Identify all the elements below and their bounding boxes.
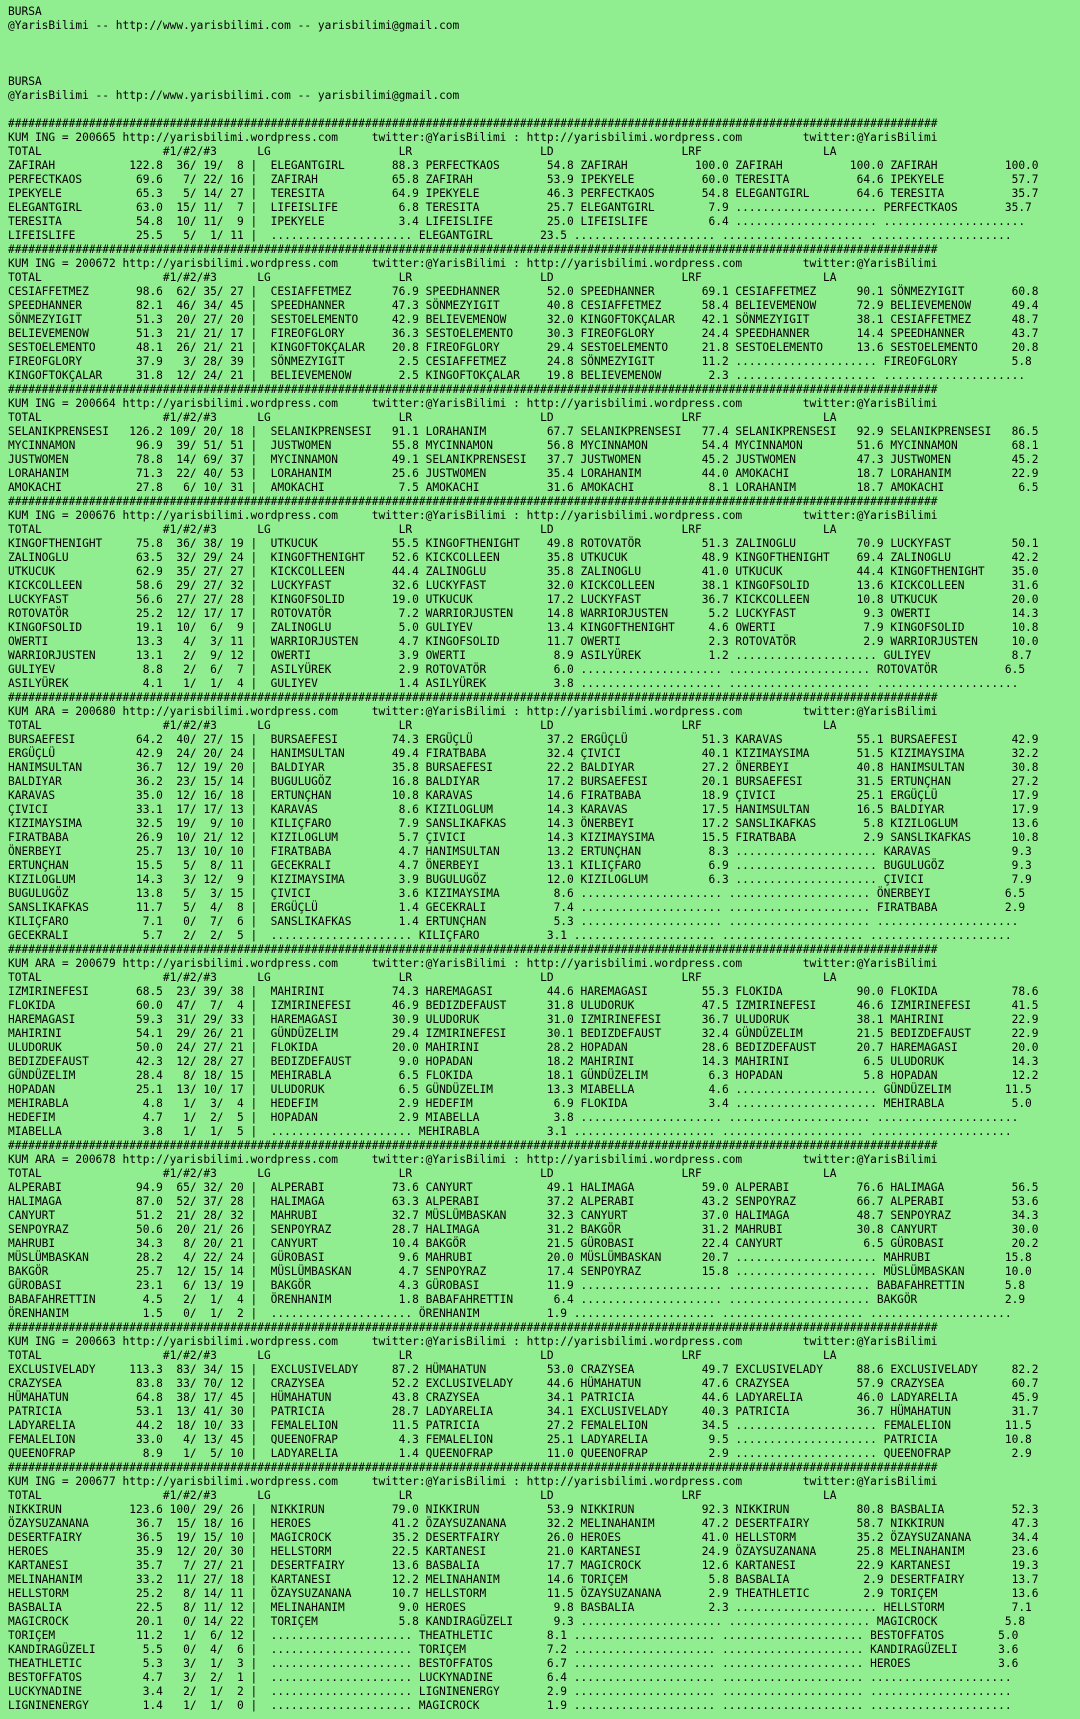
- table-row: SÖNMEZYIGIT 51.3 20/ 27/ 20 | SESTOELEMENTO 42.9 BELIEVEMENOW 32.0 KINGOFTOKÇALAR 42.1 SÖNMEZYIGIT 38.1 CESIAFFETMEZ 48.7: [8, 313, 1039, 326]
- separator-line: ##########################################################################################################################################: [8, 1139, 938, 1152]
- separator-line: ##########################################################################################################################################: [8, 691, 938, 704]
- column-headers: TOTAL #1/#2/#3 LG LR LD LRF LA: [8, 145, 837, 158]
- table-row: LUCKYNADINE 3.4 2/ 1/ 2 | ..................... LIGNINENERGY 2.9 ..................... ..................... .....................: [8, 1685, 1012, 1698]
- table-row: MAHIRINI 54.1 29/ 26/ 21 | GÜNDÜZELIM 29.4 IZMIRINEFESI 30.1 BEDIZDEFAUST 32.4 GÜNDÜZELIM 21.5 BEDIZDEFAUST 22.9: [8, 1027, 1039, 1040]
- table-row: GULIYEV 8.8 2/ 6/ 7 | ASILYÜREK 2.9 ROTOVATÖR 6.0 ..................... ..................... ROTOVATÖR 6.5: [8, 663, 1026, 676]
- table-row: IPEKYELE 65.3 5/ 14/ 27 | TERESITA 64.9 IPEKYELE 46.3 PERFECTKAOS 54.8 ELEGANTGIRL 64.6 TERESITA 35.7: [8, 187, 1039, 200]
- table-row: NIKKIRUN 123.6 100/ 29/ 26 | NIKKIRUN 79.0 NIKKIRUN 53.9 NIKKIRUN 92.3 NIKKIRUN 80.8 BASBALIA 52.3: [8, 1503, 1039, 1516]
- table-row: JUSTWOMEN 78.8 14/ 69/ 37 | MYCINNAMON 49.1 SELANIKPRENSESI 37.7 JUSTWOMEN 45.2 JUSTWOMEN 47.3 JUSTWOMEN 45.2: [8, 453, 1039, 466]
- table-row: BESTOFFATOS 4.7 3/ 2/ 1 | ..................... LUCKYNADINE 6.4 ..................... ..................... .....................: [8, 1671, 1012, 1684]
- contact-line: @YarisBilimi -- http://www.yarisbilimi.com -- yarisbilimi@gmail.com: [8, 19, 460, 32]
- table-row: GÜNDÜZELIM 28.4 8/ 18/ 15 | MEHIRABLA 6.5 FLOKIDA 18.1 GÜNDÜZELIM 6.3 HOPADAN 5.8 HOPADAN 12.2: [8, 1069, 1039, 1082]
- table-row: HEROES 35.9 12/ 20/ 30 | HELLSTORM 22.5 KARTANESI 21.0 KARTANESI 24.9 ÖZAYSUZANANA 25.8 MELINAHANIM 23.6: [8, 1545, 1039, 1558]
- separator-line: ##########################################################################################################################################: [8, 1461, 938, 1474]
- table-row: HÜMAHATUN 64.8 38/ 17/ 45 | HÜMAHATUN 43.8 CRAZYSEA 34.1 PATRICIA 44.6 LADYARELIA 46.0 LADYARELIA 45.9: [8, 1391, 1039, 1404]
- table-row: BABAFAHRETTIN 4.5 2/ 1/ 4 | ÖRENHANIM 1.8 BABAFAHRETTIN 6.4 ..................... ..................... BAKGÖR 2.9: [8, 1293, 1026, 1306]
- race-header: KUM ING = 200677 http://yarisbilimi.wordpress.com twitter:@YarisBilimi : http://yarisbilimi.wordpress.com twitter:@YarisBilimi: [8, 1475, 938, 1488]
- race-header: KUM ARA = 200679 http://yarisbilimi.wordpress.com twitter:@YarisBilimi : http://yarisbilimi.wordpress.com twitter:@YarisBilimi: [8, 957, 938, 970]
- table-row: ALPERABI 94.9 65/ 32/ 20 | ALPERABI 73.6 CANYURT 49.1 HALIMAGA 59.0 ALPERABI 76.6 HALIMAGA 56.5: [8, 1181, 1039, 1194]
- table-row: HEDEFIM 4.7 1/ 2/ 5 | HOPADAN 2.9 MIABELLA 3.8 ..................... ..................... .....................: [8, 1111, 1019, 1124]
- table-row: GECEKRALI 5.7 2/ 2/ 5 | ..................... KILIÇFARO 3.1 ..................... ..................... .....................: [8, 929, 1012, 942]
- column-headers: TOTAL #1/#2/#3 LG LR LD LRF LA: [8, 271, 837, 284]
- table-row: WARRIORJUSTEN 13.1 2/ 9/ 12 | OWERTI 3.9 OWERTI 8.9 ASILYÜREK 1.2 ..................... GULIYEV 8.7: [8, 649, 1032, 662]
- table-row: MEHIRABLA 4.8 1/ 3/ 4 | HEDEFIM 2.9 HEDEFIM 6.9 FLOKIDA 3.4 ..................... MEHIRABLA 5.0: [8, 1097, 1032, 1110]
- table-row: AMOKACHI 27.8 6/ 10/ 31 | AMOKACHI 7.5 AMOKACHI 31.6 AMOKACHI 8.1 LORAHANIM 18.7 AMOKACHI 6.5: [8, 481, 1039, 494]
- table-row: IZMIRINEFESI 68.5 23/ 39/ 38 | MAHIRINI 74.3 HAREMAGASI 44.6 HAREMAGASI 55.3 FLOKIDA 90.0 FLOKIDA 78.6: [8, 985, 1039, 998]
- table-row: BALDIYAR 36.2 23/ 15/ 14 | BUGULUGÖZ 16.8 BALDIYAR 17.2 BURSAEFESI 20.1 BURSAEFESI 31.5 ERTUNÇHAN 27.2: [8, 775, 1039, 788]
- table-row: FEMALELION 33.0 4/ 13/ 45 | QUEENOFRAP 4.3 FEMALELION 25.1 LADYARELIA 9.5 ..................... PATRICIA 10.8: [8, 1433, 1032, 1446]
- separator-line: ##########################################################################################################################################: [8, 117, 938, 130]
- table-row: ÖRENHANIM 1.5 0/ 1/ 2 | ..................... ÖRENHANIM 1.9 ..................... ..................... .....................: [8, 1307, 1012, 1320]
- table-row: BAKGÖR 25.7 12/ 15/ 14 | MÜSLÜMBASKAN 4.7 SENPOYRAZ 17.4 SENPOYRAZ 15.8 ..................... MÜSLÜMBASKAN 10.0: [8, 1265, 1032, 1278]
- separator-line: ##########################################################################################################################################: [8, 243, 938, 256]
- table-row: FIREOFGLORY 37.9 3/ 28/ 39 | SÖNMEZYIGIT 2.5 CESIAFFETMEZ 24.8 SÖNMEZYIGIT 11.2 ..................... FIREOFGLORY 5.8: [8, 355, 1032, 368]
- table-row: LORAHANIM 71.3 22/ 40/ 53 | LORAHANIM 25.6 JUSTWOMEN 35.4 LORAHANIM 44.0 AMOKACHI 18.7 LORAHANIM 22.9: [8, 467, 1039, 480]
- table-row: KIZIMAYSIMA 32.5 19/ 9/ 10 | KILIÇFARO 7.9 SANSLIKAFKAS 14.3 ÖNERBEYI 17.2 SANSLIKAFKAS 5.8 KIZILOGLUM 13.6: [8, 817, 1039, 830]
- column-headers: TOTAL #1/#2/#3 LG LR LD LRF LA: [8, 1489, 837, 1502]
- table-row: MIABELLA 3.8 1/ 1/ 5 | ..................... MEHIRABLA 3.1 ..................... ..................... .....................: [8, 1125, 1012, 1138]
- table-row: SELANIKPRENSESI 126.2 109/ 20/ 18 | SELANIKPRENSESI 91.1 LORAHANIM 67.7 SELANIKPRENSESI 77.4 SELANIKPRENSESI 92.9 SELANIKPRENSESI 86.5: [8, 425, 1039, 438]
- race-header: KUM ARA = 200678 http://yarisbilimi.wordpress.com twitter:@YarisBilimi : http://yarisbilimi.wordpress.com twitter:@YarisBilimi: [8, 1153, 938, 1166]
- table-row: KARAVAS 35.0 12/ 16/ 18 | ERTUNÇHAN 10.8 KARAVAS 14.6 FIRATBABA 18.9 ÇIVICI 25.1 ERGÜÇLÜ 17.9: [8, 789, 1039, 802]
- separator-line: ##########################################################################################################################################: [8, 1321, 938, 1334]
- table-row: LUCKYFAST 56.6 27/ 27/ 28 | KINGOFSOLID 19.0 UTKUCUK 17.2 LUCKYFAST 36.7 KICKCOLLEEN 10.8 UTKUCUK 20.0: [8, 593, 1039, 606]
- city-title: BURSA: [8, 5, 42, 18]
- table-row: ERTUNÇHAN 15.5 5/ 8/ 11 | GECEKRALI 4.7 ÖNERBEYI 13.1 KILIÇFARO 6.9 ..................... BUGULUGÖZ 9.3: [8, 859, 1032, 872]
- table-row: SESTOELEMENTO 48.1 26/ 21/ 21 | KINGOFTOKÇALAR 20.8 FIREOFGLORY 29.4 SESTOELEMENTO 21.8 SESTOELEMENTO 13.6 SESTOELEMENTO 20.8: [8, 341, 1039, 354]
- table-row: HOPADAN 25.1 13/ 10/ 17 | ULUDORUK 6.5 GÜNDÜZELIM 13.3 MIABELLA 4.6 ..................... GÜNDÜZELIM 11.5: [8, 1083, 1032, 1096]
- table-row: HANIMSULTAN 36.7 12/ 19/ 20 | BALDIYAR 35.8 BURSAEFESI 22.2 BALDIYAR 27.2 ÖNERBEYI 40.8 HANIMSULTAN 30.8: [8, 761, 1039, 774]
- table-row: KIZILOGLUM 14.3 3/ 12/ 9 | KIZIMAYSIMA 3.9 BUGULUGÖZ 12.0 KIZILOGLUM 6.3 ..................... ÇIVICI 7.9: [8, 873, 1032, 886]
- column-headers: TOTAL #1/#2/#3 LG LR LD LRF LA: [8, 411, 837, 424]
- table-row: DESERTFAIRY 36.5 19/ 15/ 10 | MAGICROCK 35.2 DESERTFAIRY 26.0 HEROES 41.0 HELLSTORM 35.2 ÖZAYSUZANANA 34.4: [8, 1531, 1039, 1544]
- table-row: ÇIVICI 33.1 17/ 17/ 13 | KARAVAS 8.6 KIZILOGLUM 14.3 KARAVAS 17.5 HANIMSULTAN 16.5 BALDIYAR 17.9: [8, 803, 1039, 816]
- table-row: PERFECTKAOS 69.6 7/ 22/ 16 | ZAFIRAH 65.8 ZAFIRAH 53.9 IPEKYELE 60.0 TERESITA 64.6 IPEKYELE 57.7: [8, 173, 1039, 186]
- table-row: SPEEDHANNER 82.1 46/ 34/ 45 | SPEEDHANNER 47.3 SÖNMEZYIGIT 40.8 CESIAFFETMEZ 58.4 BELIEVEMENOW 72.9 BELIEVEMENOW 49.4: [8, 299, 1039, 312]
- table-row: KINGOFTHENIGHT 75.8 36/ 38/ 19 | UTKUCUK 55.5 KINGOFTHENIGHT 49.8 ROTOVATÖR 51.3 ZALINOGLU 70.9 LUCKYFAST 50.1: [8, 537, 1039, 550]
- table-row: KILIÇFARO 7.1 0/ 7/ 6 | SANSLIKAFKAS 1.4 ERTUNÇHAN 5.3 ..................... ..................... .....................: [8, 915, 1019, 928]
- table-row: TORIÇEM 11.2 1/ 6/ 12 | ..................... THEATHLETIC 8.1 ..................... ..................... BESTOFFATOS 5.0: [8, 1629, 1019, 1642]
- table-row: MÜSLÜMBASKAN 28.2 4/ 22/ 24 | GÜROBASI 9.6 MAHRUBI 20.0 MÜSLÜMBASKAN 20.7 ..................... MAHRUBI 15.8: [8, 1251, 1032, 1264]
- table-row: ERGÜÇLÜ 42.9 24/ 20/ 24 | HANIMSULTAN 49.4 FIRATBABA 32.4 ÇIVICI 40.1 KIZIMAYSIMA 51.5 KIZIMAYSIMA 32.2: [8, 747, 1039, 760]
- table-row: FLOKIDA 60.0 47/ 7/ 4 | IZMIRINEFESI 46.9 BEDIZDEFAUST 31.8 ULUDORUK 47.5 IZMIRINEFESI 46.6 IZMIRINEFESI 41.5: [8, 999, 1039, 1012]
- city-title: BURSA: [8, 75, 42, 88]
- race-header: KUM ING = 200676 http://yarisbilimi.wordpress.com twitter:@YarisBilimi : http://yarisbilimi.wordpress.com twitter:@YarisBilimi: [8, 509, 938, 522]
- table-row: SENPOYRAZ 50.6 20/ 21/ 26 | SENPOYRAZ 28.7 HALIMAGA 31.2 BAKGÖR 31.2 MAHRUBI 30.8 CANYURT 30.0: [8, 1223, 1039, 1236]
- table-row: CESIAFFETMEZ 98.6 62/ 35/ 27 | CESIAFFETMEZ 76.9 SPEEDHANNER 52.0 SPEEDHANNER 69.1 CESIAFFETMEZ 90.1 SÖNMEZYIGIT 60.8: [8, 285, 1039, 298]
- table-row: BASBALIA 22.5 8/ 11/ 12 | MELINAHANIM 9.0 HEROES 9.8 BASBALIA 2.3 ..................... HELLSTORM 7.1: [8, 1601, 1032, 1614]
- contact-line: @YarisBilimi -- http://www.yarisbilimi.com -- yarisbilimi@gmail.com: [8, 89, 460, 102]
- table-row: PATRICIA 53.1 13/ 41/ 30 | PATRICIA 28.7 LADYARELIA 34.1 EXCLUSIVELADY 40.3 PATRICIA 36.7 HÜMAHATUN 31.7: [8, 1405, 1039, 1418]
- blank-line: [8, 33, 1080, 47]
- table-row: KICKCOLLEEN 58.6 29/ 27/ 32 | LUCKYFAST 32.6 LUCKYFAST 32.0 KICKCOLLEEN 38.1 KINGOFSOLID 13.6 KICKCOLLEEN 31.6: [8, 579, 1039, 592]
- table-row: EXCLUSIVELADY 113.3 83/ 34/ 15 | EXCLUSIVELADY 87.2 HÜMAHATUN 53.0 CRAZYSEA 49.7 EXCLUSIVELADY 88.6 EXCLUSIVELADY 82.2: [8, 1363, 1039, 1376]
- separator-line: ##########################################################################################################################################: [8, 495, 938, 508]
- table-row: LIGNINENERGY 1.4 1/ 1/ 0 | ..................... MAGICROCK 1.9 ..................... ..................... .....................: [8, 1699, 1012, 1712]
- table-row: LIFEISLIFE 25.5 5/ 1/ 11 | ..................... ELEGANTGIRL 23.5 ..................... ..................... .....................: [8, 229, 1012, 242]
- table-row: BURSAEFESI 64.2 40/ 27/ 15 | BURSAEFESI 74.3 ERGÜÇLÜ 37.2 ERGÜÇLÜ 51.3 KARAVAS 55.1 BURSAEFESI 42.9: [8, 733, 1039, 746]
- table-row: THEATHLETIC 5.3 3/ 1/ 3 | ..................... BESTOFFATOS 6.7 ..................... ..................... HEROES 3.6: [8, 1657, 1019, 1670]
- column-headers: TOTAL #1/#2/#3 LG LR LD LRF LA: [8, 719, 837, 732]
- table-row: ÖZAYSUZANANA 36.7 15/ 18/ 16 | HEROES 41.2 ÖZAYSUZANANA 32.2 MELINAHANIM 47.2 DESERTFAIRY 58.7 NIKKIRUN 47.3: [8, 1517, 1039, 1530]
- table-row: CANYURT 51.2 21/ 28/ 32 | MAHRUBI 32.7 MÜSLÜMBASKAN 32.3 CANYURT 37.0 HALIMAGA 48.7 SENPOYRAZ 34.3: [8, 1209, 1039, 1222]
- table-row: ELEGANTGIRL 63.0 15/ 11/ 7 | LIFEISLIFE 6.8 TERESITA 25.7 ELEGANTGIRL 7.9 ..................... PERFECTKAOS 35.7: [8, 201, 1032, 214]
- separator-line: ##########################################################################################################################################: [8, 383, 938, 396]
- column-headers: TOTAL #1/#2/#3 LG LR LD LRF LA: [8, 1349, 837, 1362]
- table-row: BUGULUGÖZ 13.8 5/ 3/ 15 | ÇIVICI 3.6 KIZIMAYSIMA 8.6 ..................... ..................... ÖNERBEYI 6.5: [8, 887, 1026, 900]
- table-row: FIRATBABA 26.9 10/ 21/ 12 | KIZILOGLUM 5.7 ÇIVICI 14.3 KIZIMAYSIMA 15.5 FIRATBABA 2.9 SANSLIKAFKAS 10.8: [8, 831, 1039, 844]
- blank-line: [8, 47, 1080, 61]
- table-row: HALIMAGA 87.0 52/ 37/ 28 | HALIMAGA 63.3 ALPERABI 37.2 ALPERABI 43.2 SENPOYRAZ 66.7 ALPERABI 53.6: [8, 1195, 1039, 1208]
- race-header: KUM ING = 200665 http://yarisbilimi.wordpress.com twitter:@YarisBilimi : http://yarisbilimi.wordpress.com twitter:@YarisBilimi: [8, 131, 938, 144]
- column-headers: TOTAL #1/#2/#3 LG LR LD LRF LA: [8, 971, 837, 984]
- table-row: MAHRUBI 34.3 8/ 20/ 21 | CANYURT 10.4 BAKGÖR 21.5 GÜROBASI 22.4 CANYURT 6.5 GÜROBASI 20.2: [8, 1237, 1039, 1250]
- table-row: ULUDORUK 50.0 24/ 27/ 21 | FLOKIDA 20.0 MAHIRINI 28.2 HOPADAN 28.6 BEDIZDEFAUST 20.7 HAREMAGASI 20.0: [8, 1041, 1039, 1054]
- table-row: MYCINNAMON 96.9 39/ 51/ 51 | JUSTWOMEN 55.8 MYCINNAMON 56.8 MYCINNAMON 54.4 MYCINNAMON 51.6 MYCINNAMON 68.1: [8, 439, 1039, 452]
- separator-line: ##########################################################################################################################################: [8, 943, 938, 956]
- table-row: MELINAHANIM 33.2 11/ 27/ 18 | KARTANESI 12.2 MELINAHANIM 14.6 TORIÇEM 5.8 BASBALIA 2.9 DESERTFAIRY 13.7: [8, 1573, 1039, 1586]
- table-row: LADYARELIA 44.2 18/ 10/ 33 | FEMALELION 11.5 PATRICIA 27.2 FEMALELION 34.5 ..................... FEMALELION 11.5: [8, 1419, 1032, 1432]
- table-row: UTKUCUK 62.9 35/ 27/ 27 | KICKCOLLEEN 44.4 ZALINOGLU 35.8 ZALINOGLU 41.0 UTKUCUK 44.4 KINGOFTHENIGHT 35.0: [8, 565, 1039, 578]
- race-header: KUM ING = 200672 http://yarisbilimi.wordpress.com twitter:@YarisBilimi : http://yarisbilimi.wordpress.com twitter:@YarisBilimi: [8, 257, 938, 270]
- column-headers: TOTAL #1/#2/#3 LG LR LD LRF LA: [8, 1167, 837, 1180]
- table-row: HELLSTORM 25.2 8/ 14/ 11 | ÖZAYSUZANANA 10.7 HELLSTORM 11.5 ÖZAYSUZANANA 2.9 THEATHLETIC 2.9 TORIÇEM 13.6: [8, 1587, 1039, 1600]
- race-header: KUM ING = 200664 http://yarisbilimi.wordpress.com twitter:@YarisBilimi : http://yarisbilimi.wordpress.com twitter:@YarisBilimi: [8, 397, 938, 410]
- table-row: ASILYÜREK 4.1 1/ 1/ 4 | GULIYEV 1.4 ASILYÜREK 3.8 ..................... ..................... .....................: [8, 677, 1019, 690]
- table-row: ZALINOGLU 63.5 32/ 29/ 24 | KINGOFTHENIGHT 52.6 KICKCOLLEEN 35.8 UTKUCUK 48.9 KINGOFTHENIGHT 69.4 ZALINOGLU 42.2: [8, 551, 1039, 564]
- blank-line: [8, 103, 1080, 117]
- table-row: ÖNERBEYI 25.7 13/ 10/ 10 | FIRATBABA 4.7 HANIMSULTAN 13.2 ERTUNÇHAN 8.3 ..................... KARAVAS 9.3: [8, 845, 1032, 858]
- table-row: ZAFIRAH 122.8 36/ 19/ 8 | ELEGANTGIRL 88.3 PERFECTKAOS 54.8 ZAFIRAH 100.0 ZAFIRAH 100.0 ZAFIRAH 100.0: [8, 159, 1039, 172]
- table-row: KARTANESI 35.7 7/ 27/ 21 | DESERTFAIRY 13.6 BASBALIA 17.7 MAGICROCK 12.6 KARTANESI 22.9 KARTANESI 19.3: [8, 1559, 1039, 1572]
- table-row: KINGOFTOKÇALAR 31.8 12/ 24/ 21 | BELIEVEMENOW 2.5 KINGOFTOKÇALAR 19.8 BELIEVEMENOW 2.3 ..................... .....................: [8, 369, 1026, 382]
- column-headers: TOTAL #1/#2/#3 LG LR LD LRF LA: [8, 523, 837, 536]
- race-header: KUM ARA = 200680 http://yarisbilimi.wordpress.com twitter:@YarisBilimi : http://yarisbilimi.wordpress.com twitter:@YarisBilimi: [8, 705, 938, 718]
- table-row: BELIEVEMENOW 51.3 21/ 21/ 17 | FIREOFGLORY 36.3 SESTOELEMENTO 30.3 FIREOFGLORY 24.4 SPEEDHANNER 14.4 SPEEDHANNER 43.7: [8, 327, 1039, 340]
- table-row: ROTOVATÖR 25.2 12/ 17/ 17 | ROTOVATÖR 7.2 WARRIORJUSTEN 14.8 WARRIORJUSTEN 5.2 LUCKYFAST 9.3 OWERTI 14.3: [8, 607, 1039, 620]
- table-row: OWERTI 13.3 4/ 3/ 11 | WARRIORJUSTEN 4.7 KINGOFSOLID 11.7 OWERTI 2.3 ROTOVATÖR 2.9 WARRIORJUSTEN 10.0: [8, 635, 1039, 648]
- table-row: KANDIRAGÜZELI 5.5 0/ 4/ 6 | ..................... TORIÇEM 7.2 ..................... ..................... KANDIRAGÜZELI 3.6: [8, 1643, 1019, 1656]
- table-row: QUEENOFRAP 8.9 1/ 5/ 10 | LADYARELIA 1.4 QUEENOFRAP 11.0 QUEENOFRAP 2.9 ..................... QUEENOFRAP 2.9: [8, 1447, 1032, 1460]
- table-row: BEDIZDEFAUST 42.3 12/ 28/ 27 | BEDIZDEFAUST 9.0 HOPADAN 18.2 MAHIRINI 14.3 MAHIRINI 6.5 ULUDORUK 14.3: [8, 1055, 1039, 1068]
- table-row: KINGOFSOLID 19.1 10/ 6/ 9 | ZALINOGLU 5.0 GULIYEV 13.4 KINGOFTHENIGHT 4.6 OWERTI 7.9 KINGOFSOLID 10.8: [8, 621, 1039, 634]
- table-row: TERESITA 54.8 10/ 11/ 9 | IPEKYELE 3.4 LIFEISLIFE 25.0 LIFEISLIFE 6.4 ..................... .....................: [8, 215, 1026, 228]
- table-row: HAREMAGASI 59.3 31/ 29/ 33 | HAREMAGASI 30.9 ULUDORUK 31.0 IZMIRINEFESI 36.7 ULUDORUK 38.1 MAHIRINI 22.9: [8, 1013, 1039, 1026]
- race-header: KUM ING = 200663 http://yarisbilimi.wordpress.com twitter:@YarisBilimi : http://yarisbilimi.wordpress.com twitter:@YarisBilimi: [8, 1335, 938, 1348]
- table-row: MAGICROCK 20.1 0/ 14/ 22 | TORIÇEM 5.8 KANDIRAGÜZELI 9.3 ..................... ..................... MAGICROCK 5.8: [8, 1615, 1026, 1628]
- blank-line: [8, 61, 1080, 75]
- table-row: CRAZYSEA 83.8 33/ 70/ 12 | CRAZYSEA 52.2 EXCLUSIVELADY 44.6 HÜMAHATUN 47.6 CRAZYSEA 57.9 CRAZYSEA 60.7: [8, 1377, 1039, 1390]
- table-row: GÜROBASI 23.1 6/ 13/ 19 | BAKGÖR 4.3 GÜROBASI 11.9 ..................... ..................... BABAFAHRETTIN 5.8: [8, 1279, 1026, 1292]
- table-row: SANSLIKAFKAS 11.7 5/ 4/ 8 | ERGÜÇLÜ 1.4 GECEKRALI 7.4 ..................... ..................... FIRATBABA 2.9: [8, 901, 1026, 914]
